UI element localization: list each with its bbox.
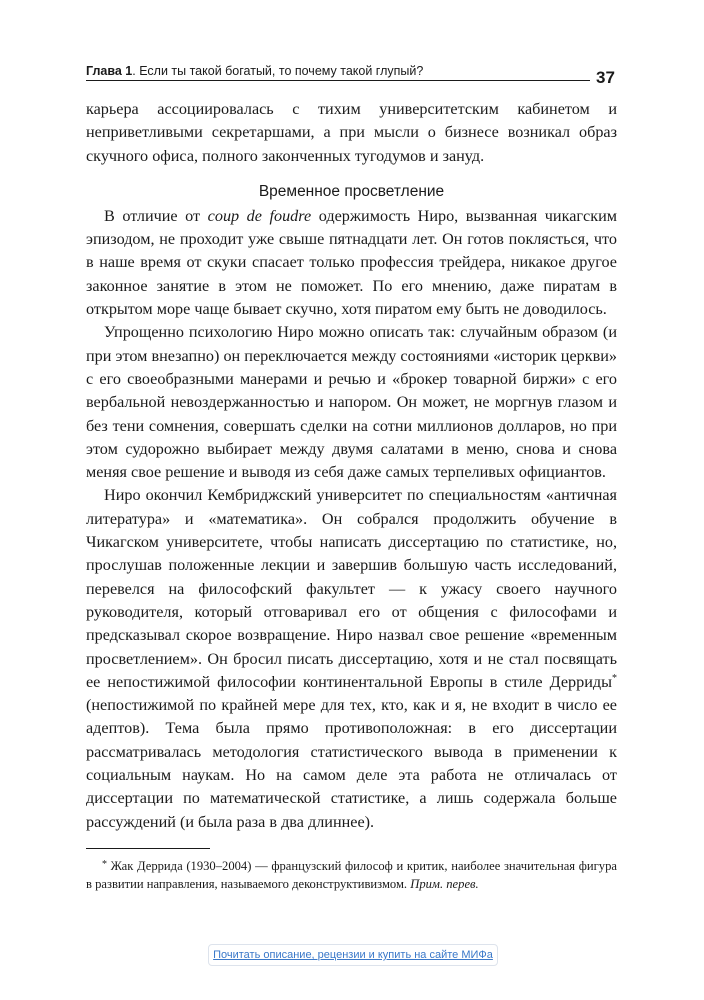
paragraph-3 <box>86 484 617 833</box>
italic-phrase: coup de foudre <box>207 206 312 225</box>
paragraph-3-rest: (непостижимой по крайней мере для тех, кто, как и я, не входит в число ее адептов). Тема была прямо противоположная: в его диссертации рассматривалась методология статистического вывода в применении к социальным наукам. Но на самом деле эта работа не отличалась от диссертации по математической статистике, а лишь содержала больше рассуждений (и была раза в два длиннее). <box>86 696 617 831</box>
chapter-title: . Если ты такой богатый, то почему такой глупый? <box>132 64 424 78</box>
header-divider <box>86 80 590 81</box>
running-header <box>86 63 616 79</box>
section-heading: Временное просветление <box>258 182 445 200</box>
paragraph-intro: карьера ассоциировалась с тихим университетским кабинетом и неприветливыми секретаршами, а при мысли о бизнесе возникал образ скучного офиса, полного законченных тугодумов и зануд. <box>86 100 617 165</box>
paragraph-1-start: В отличие от <box>104 206 208 225</box>
translator-note: Прим. перев. <box>410 877 479 891</box>
footnote <box>86 856 617 893</box>
paragraph-2: Упрощенно психологию Ниро можно описать так: случайным образом (и при этом внезапно) он переключается между состояниями «историк церкви» с его своеобразными манерами и речью и «брокер товарной биржи» с его вербальной невоздержанностью и напором. Он может, не моргнув глазом и без тени сомнения, совершать сделки на сотни миллионов долларов, но при этом судорожно выбирает между двумя салатами в меню, снова и снова меняя свое решение и выводя из себя даже самых терпеливых официантов. <box>86 323 617 482</box>
paragraph-1 <box>86 205 617 321</box>
page-number: 37 <box>596 68 615 87</box>
footnote-text: Жак Деррида (1930–2004) — французский философ и критик, наиболее значительная фигура в развитии направления, называемого деконструктивизмом. <box>86 859 617 891</box>
footnote-reference[interactable]: * <box>612 672 617 684</box>
buy-link[interactable]: Почитать описание, рецензии и купить на сайте МИФа <box>208 944 498 966</box>
main-text <box>86 98 617 834</box>
paragraph-1-rest: одержимость Ниро, вызванная чикагским эпизодом, не проходит уже свыше пятнадцати лет. Он готов поклясться, что в наше время от скуки спасает только профессия трейдера, никакое другое законное занятие в этом не поможет. По его мнению, даже пиратам в открытом море чаще бывает скучно, хотя пиратом ему быть не доводилось. <box>86 206 617 319</box>
chapter-label: Глава 1 <box>86 64 133 78</box>
footnote-mark: * <box>102 859 107 870</box>
footnote-divider <box>86 848 210 849</box>
paragraph-3-start: Ниро окончил Кембриджский университет по специальностям «античная литература» и «математика». Он собрался продолжить обучение в Чикагском университете, чтобы написать диссертацию по статистике, но, прослушав положенные лекции и завершив большую часть исследований, перевелся на философский факультет — к ужасу своего научного руководителя, который отговаривал его от общения с философами и предсказывал скорое возвращение. Ниро назвал свое решение «временным просветлением». Он бросил писать диссертацию, хотя и не стал посвящать ее непостижимой философии континентальной Европы в стиле Дерриды <box>86 486 617 691</box>
